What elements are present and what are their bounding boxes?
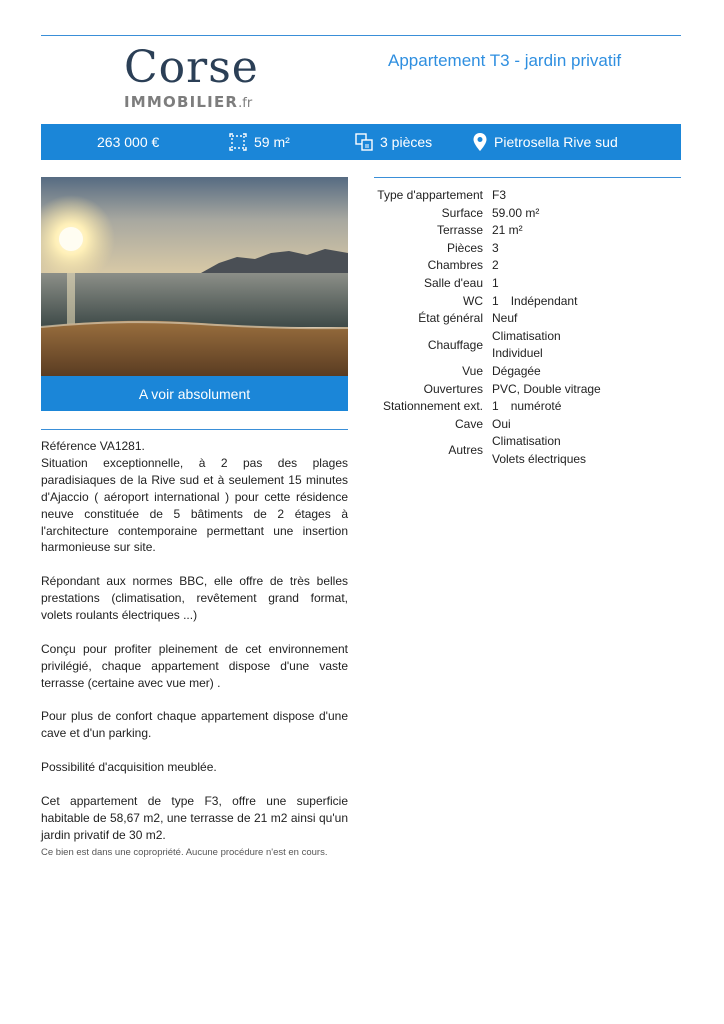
spec-label: WC	[463, 293, 483, 308]
copropriete-note: Ce bien est dans une copropriété. Aucune procédure n'est en cours.	[41, 846, 328, 858]
logo-subtitle: IMMOBILIER.fr	[124, 93, 253, 111]
spec-label: Autres	[448, 443, 483, 458]
spec-value-extra: numéroté	[510, 399, 562, 414]
spec-value: Dégagée	[492, 363, 541, 378]
spec-value: PVC, Double vitrage	[492, 381, 601, 396]
location-value: Pietrosella Rive sud	[494, 134, 618, 150]
description-block	[41, 438, 348, 862]
spec-value-extra: Indépendant	[510, 293, 578, 308]
sunset-beach-image	[41, 177, 348, 376]
spec-row-chambres	[374, 257, 601, 275]
spec-row-wc	[374, 293, 601, 311]
description-paragraph: Situation exceptionnelle, à 2 pas des plages paradisiaques de la Rive sud et à seulement 15 minutes d'Ajaccio ( aéroport international ) pour cette résidence neuve constituée de 5 bâtiments de 2 étages à l'architecture contemporaine permettant une insertion harmonieuse sur site.	[41, 455, 348, 555]
spec-value	[492, 433, 601, 468]
reference-line: Référence VA1281.	[41, 439, 145, 453]
spec-value: 59.00 m²	[492, 205, 540, 220]
description-paragraph: Cet appartement de type F3, offre une superficie habitable de 58,67 m2, une terrasse de 21 m2 ainsi qu'un jardin privatif de 30 m2.	[41, 793, 348, 842]
brand-logo[interactable]	[124, 44, 274, 116]
spec-value-line: Volets électriques	[492, 451, 587, 466]
price-value: 263 000 €	[97, 134, 160, 150]
property-photo	[41, 177, 348, 376]
map-pin-icon	[473, 133, 487, 151]
spec-row-autres	[374, 433, 601, 468]
summary-bar	[41, 124, 681, 160]
spec-value: Neuf	[492, 311, 518, 326]
spec-label: Cave	[454, 416, 483, 431]
location-cell	[473, 124, 618, 160]
spec-row-terrasse	[374, 222, 601, 240]
spec-value	[492, 398, 601, 416]
spec-value-line: Climatisation	[492, 328, 561, 343]
spec-row-chauffage	[374, 328, 601, 363]
specs-table	[374, 187, 601, 469]
spec-label: Chambres	[427, 258, 483, 273]
specs-divider	[374, 177, 681, 178]
page-title: Appartement T3 - jardin privatif	[388, 51, 622, 70]
spec-label: Terrasse	[436, 223, 483, 238]
description-paragraph: Possibilité d'acquisition meublée.	[41, 760, 217, 775]
spec-label: Chauffage	[427, 337, 483, 352]
rooms-icon	[355, 133, 373, 151]
rooms-value: 3 pièces	[380, 134, 433, 150]
description-paragraph: Répondant aux normes BBC, elle offre de très belles prestations (climatisation, revêtement grand format, volets roulants électriques ...)	[41, 574, 348, 623]
description-paragraph: Conçu pour profiter pleinement de cet environnement privilégié, chaque appartement dispose d'une vaste terrasse (certaine avec vue mer) .	[41, 641, 348, 690]
spec-label: Salle d'eau	[423, 275, 483, 290]
description-divider	[41, 429, 348, 430]
spec-label: Pièces	[446, 240, 483, 255]
spec-value: 3	[492, 240, 499, 255]
resize-arrows-icon	[229, 133, 247, 151]
top-divider	[41, 35, 681, 36]
spec-row-pieces	[374, 240, 601, 258]
spec-value: 21 m²	[492, 223, 523, 238]
spec-value-count: 1	[492, 293, 499, 308]
spec-row-etat	[374, 310, 601, 328]
highlight-caption: A voir absolument	[41, 376, 348, 411]
spec-label: Ouvertures	[423, 381, 483, 396]
rooms-cell	[355, 124, 432, 160]
spec-label: Vue	[462, 363, 483, 378]
spec-value: Oui	[492, 416, 511, 431]
spec-row-vue	[374, 363, 601, 381]
spec-value-line: Individuel	[492, 346, 543, 361]
spec-row-surface	[374, 205, 601, 223]
area-value: 59 m²	[254, 134, 290, 150]
area-cell	[229, 124, 290, 160]
logo-tld: .fr	[238, 96, 253, 111]
spec-value: 2	[492, 258, 499, 273]
description-paragraph: Pour plus de confort chaque appartement dispose d'une cave et d'un parking.	[41, 709, 348, 741]
price-cell	[97, 124, 159, 160]
spec-row-stationnement	[374, 398, 601, 416]
spec-value	[492, 293, 601, 311]
spec-row-ouvertures	[374, 381, 601, 399]
spec-row-salle-eau	[374, 275, 601, 293]
spec-row-cave	[374, 416, 601, 434]
spec-label: État général	[418, 311, 483, 326]
logo-wordmark: Corse	[124, 42, 259, 93]
spec-label: Surface	[441, 205, 483, 220]
spec-label: Stationnement ext.	[382, 399, 483, 414]
spec-value-count: 1	[492, 399, 499, 414]
spec-value	[492, 328, 601, 363]
spec-value: F3	[492, 188, 507, 202]
spec-value: 1	[492, 275, 499, 290]
spec-label: Type d'appartement	[377, 188, 483, 202]
spec-value-line: Climatisation	[492, 434, 561, 449]
spec-row-type	[374, 187, 601, 205]
